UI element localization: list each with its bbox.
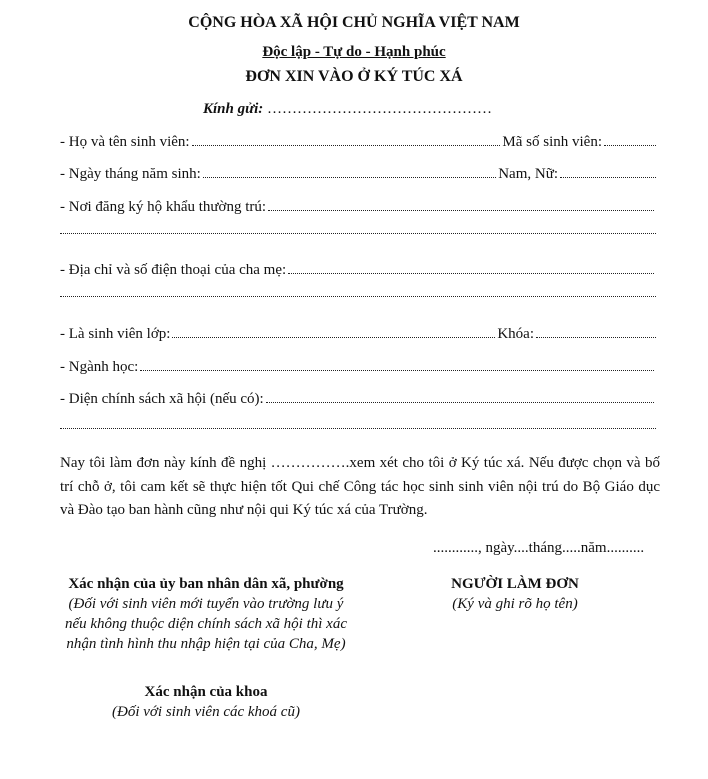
name-label: - Họ và tên sinh viên:: [60, 134, 190, 150]
gender-input[interactable]: [560, 165, 656, 178]
faculty-confirmation-title: Xác nhận của khoa: [144, 684, 268, 700]
request-paragraph: Nay tôi làm đơn này kính đề nghị …………….xem xét cho tôi ở Ký túc xá. Nếu được chọn và bố trí chỗ ở, tôi cam kết sẽ thực hiện tốt Qui chế Công tác học sinh sinh viên nội trú do Bộ Giáo dục và Đào tạo ban hành cũng như nội qui Ký túc xá của Trường.: [60, 455, 660, 518]
recipient-line: [203, 101, 492, 118]
parents-continuation-line[interactable]: [60, 295, 656, 297]
field-dob-row: [60, 165, 656, 185]
form-title: ĐƠN XIN VÀO Ở KÝ TÚC XÁ: [245, 68, 463, 85]
dob-input[interactable]: [203, 165, 496, 178]
applicant-title: NGƯỜI LÀM ĐƠN: [451, 576, 579, 592]
applicant-signature-block: [420, 574, 610, 614]
class-label: - Là sinh viên lớp:: [60, 326, 171, 342]
recipient-label: Kính gửi:: [203, 101, 264, 117]
course-label: Khóa:: [497, 326, 534, 342]
student-id-label: Mã số sinh viên:: [502, 134, 602, 150]
gender-label: Nam, Nữ:: [498, 166, 558, 182]
major-label: - Ngành học:: [60, 359, 139, 375]
recipient-dots: ………………………………………: [267, 101, 493, 117]
student-id-input[interactable]: [604, 133, 656, 146]
commune-confirmation-block: [56, 574, 356, 654]
name-input[interactable]: [192, 133, 501, 146]
residence-label: - Nơi đăng ký hộ khẩu thường trú:: [60, 199, 267, 215]
faculty-confirmation-note: (Đối với sinh viên các khoá cũ): [112, 704, 300, 720]
field-policy-row: [60, 390, 656, 410]
applicant-note: (Ký và ghi rõ họ tên): [452, 596, 578, 612]
field-name-row: [60, 133, 656, 153]
commune-confirmation-note: (Đối với sinh viên mới tuyển vào trường lưu ý nếu không thuộc diện chính sách xã hội thì xác nhận tình hình thu nhập hiện tại của Cha, Mẹ): [64, 596, 347, 652]
field-class-row: [60, 325, 656, 345]
major-input[interactable]: [140, 358, 654, 371]
policy-continuation-line[interactable]: [60, 427, 656, 429]
dob-label: - Ngày tháng năm sinh:: [60, 166, 201, 182]
policy-input[interactable]: [266, 390, 654, 403]
faculty-confirmation-block: [56, 682, 356, 722]
commune-confirmation-title: Xác nhận của ủy ban nhân dân xã, phường: [68, 576, 344, 592]
policy-label: - Diện chính sách xã hội (nếu có):: [60, 391, 264, 407]
motto: Độc lập - Tự do - Hạnh phúc: [262, 44, 446, 60]
field-major-row: [60, 358, 656, 378]
parents-input[interactable]: [288, 261, 654, 274]
class-input[interactable]: [172, 325, 495, 338]
nation-heading: CỘNG HÒA XÃ HỘI CHỦ NGHĨA VIỆT NAM: [188, 14, 520, 31]
date-line: ............, ngày....tháng.....năm..........: [433, 540, 645, 556]
residence-continuation-line[interactable]: [60, 232, 656, 234]
course-input[interactable]: [536, 325, 656, 338]
field-residence-row: [60, 198, 656, 218]
field-parents-row: [60, 261, 656, 281]
parents-label: - Địa chỉ và số điện thoại của cha mẹ:: [60, 262, 287, 278]
residence-input[interactable]: [268, 198, 654, 211]
